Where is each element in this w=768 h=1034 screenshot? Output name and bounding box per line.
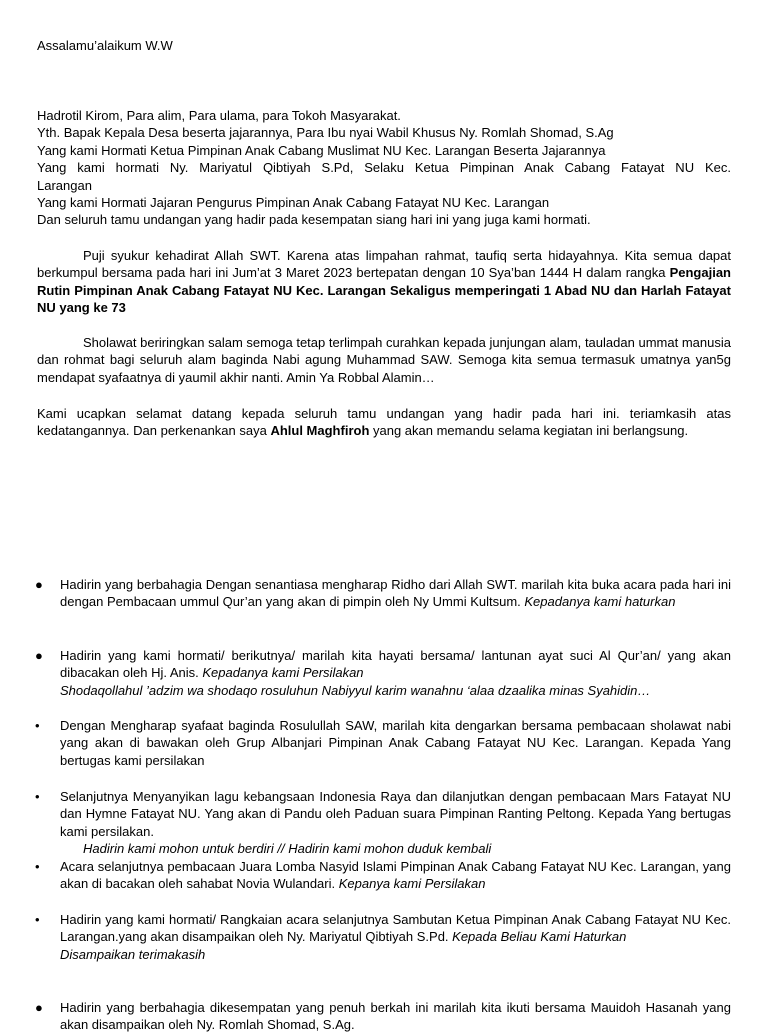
opening-paragraph	[37, 247, 731, 317]
item-italic: Kepanya kami Persilakan	[338, 876, 486, 892]
item-text: Dengan Mengharap syafaat baginda Rosulullah SAW, marilah kita dengarkan bersama pembacaan sholawat nabi yang akan di bawakan oleh Grup Albanjari Pimpinan Anak Cabang Fatayat NU Kec. Larangan. Kepada Yang bertugas kami persilakan	[60, 718, 731, 768]
welcome-text-end: yang akan memandu selama kegiatan ini berlangsung.	[369, 423, 689, 439]
sholawat-text: Sholawat beriringkan salam semoga tetap terlimpah curahkan kepada junjungan alam, tauladan ummat manusia dan rohmat bagi seluruh alam baginda Nabi agung Muhammad SAW. Semoga kita semua termasuk umatnya yan5g mendapat syafaatnya di yaumil akhir nanti. Amin Ya Robbal Alamin…	[37, 335, 731, 385]
salutation-line: Dan seluruh tamu undangan yang hadir pada kesempatan siang hari ini yang juga kami hormati.	[37, 212, 591, 228]
item-text: Hadirin yang berbahagia Dengan senantiasa mengharap Ridho dari Allah SWT. marilah kita buka acara pada hari ini dengan Pembacaan ummul Qur’an yang akan di pimpin oleh Ny Ummi Kultsum.	[60, 577, 731, 610]
opening-text: Puji syukur kehadirat Allah SWT. Karena atas limpahan rahmat, taufiq serta hidayahnya. Kita semua dapat berkumpul bersama pada hari ini Jum’at 3 Maret 2023 bertepatan dengan 10 Sya’ban 1444 H dalam rangka	[37, 248, 731, 281]
salutation-line: Hadrotil Kirom, Para alim, Para ulama, para Tokoh Masyarakat.	[37, 108, 401, 123]
item-text: Hadirin yang berbahagia dikesempatan yang penuh berkah ini marilah kita ikuti bersama Mauidoh Hasanah yang akan disampaikan oleh Ny. Romlah Shomad, S.Ag.	[60, 1000, 731, 1033]
bullet-icon: •	[35, 718, 40, 733]
item-italic: Kepadanya kami haturkan	[524, 594, 676, 610]
item-italic: Kepada Beliau Kami Haturkan	[452, 929, 627, 945]
list-item	[35, 717, 731, 769]
list-item	[35, 999, 731, 1034]
list-item	[35, 647, 731, 699]
bullet-icon: ●	[35, 648, 43, 663]
item-text: Selanjutnya Menyanyikan lagu kebangsaan Indonesia Raya dan dilanjutkan dengan pembacaan Mars Fatayat NU dan Hymne Fatayat NU. Yang akan di Pandu oleh Paduan suara Pimpinan Ranting Peltong. Kepada Yang bertugas kami persilakan.	[60, 789, 731, 839]
item-text: Acara selanjutnya pembacaan Juara Lomba Nasyid Islami Pimpinan Anak Cabang Fatayat NU Kec. Larangan, yang akan di bacakan oleh sahabat Novia Wulandari.	[60, 859, 731, 892]
salutation-line: Larangan	[37, 177, 92, 193]
mc-name: Ahlul Maghfiroh	[270, 423, 370, 439]
item-italic-line: Shodaqollahul ’adzim wa shodaqo rosuluhun Nabiyyul karim wanahnu ‘alaa dzaalika minas Syahidin…	[60, 682, 651, 698]
greeting: Assalamu’alaikum W.W	[37, 38, 173, 53]
item-italic-line: Hadirin kami mohon untuk berdiri // Hadirin kami mohon duduk kembali	[83, 841, 492, 857]
salutation-block	[37, 107, 731, 229]
item-italic: Kepadanya kami Persilakan	[202, 665, 364, 681]
item-italic-line: Disampaikan terimakasih	[60, 946, 206, 962]
list-item	[35, 858, 731, 893]
salutation-line: Yang kami Hormati Jajaran Pengurus Pimpinan Anak Cabang Fatayat NU Kec. Larangan	[37, 195, 550, 211]
salutation-line: Yang kami hormati Ny. Mariyatul Qibtiyah S.Pd, Selaku Ketua Pimpinan Anak Cabang Fatayat NU Kec.	[37, 160, 731, 176]
bullet-icon: •	[35, 789, 40, 804]
bullet-icon: ●	[35, 577, 43, 592]
bullet-icon: ●	[35, 1000, 43, 1015]
welcome-paragraph	[37, 405, 731, 440]
event-title: Pengajian Rutin Pimpinan Anak Cabang Fatayat NU Kec. Larangan Sekaligus memperingati 1 Abad NU dan Harlah Fatayat NU yang ke 73	[37, 265, 731, 316]
sholawat-paragraph	[37, 334, 731, 386]
bullet-icon: •	[35, 859, 40, 874]
list-item	[35, 911, 731, 963]
list-item	[35, 788, 731, 858]
salutation-line: Yth. Bapak Kepala Desa beserta jajarannya, Para Ibu nyai Wabil Khusus Ny. Romlah Shomad, S.Ag	[37, 125, 614, 141]
item-text: Hadirin yang kami hormati/ Rangkaian acara selanjutnya Sambutan Ketua Pimpinan Anak Cabang Fatayat NU Kec. Larangan.yang akan disampaikan oleh Ny. Mariyatul Qibtiyah S.Pd.	[60, 912, 731, 945]
bullet-icon: •	[35, 912, 40, 927]
salutation-line: Yang kami Hormati Ketua Pimpinan Anak Cabang Muslimat NU Kec. Larangan Beserta Jajarannya	[37, 142, 606, 158]
list-item	[35, 576, 731, 611]
item-text: Hadirin yang kami hormati/ berikutnya/ marilah kita hayati bersama/ lantunan ayat suci Al Qur’an/ yang akan dibacakan oleh Hj. Anis.	[60, 648, 731, 681]
welcome-text: Kami ucapkan selamat datang kepada seluruh tamu undangan yang hadir pada hari ini. teriamkasih atas kedatangannya. Dan perkenankan saya	[37, 406, 731, 439]
